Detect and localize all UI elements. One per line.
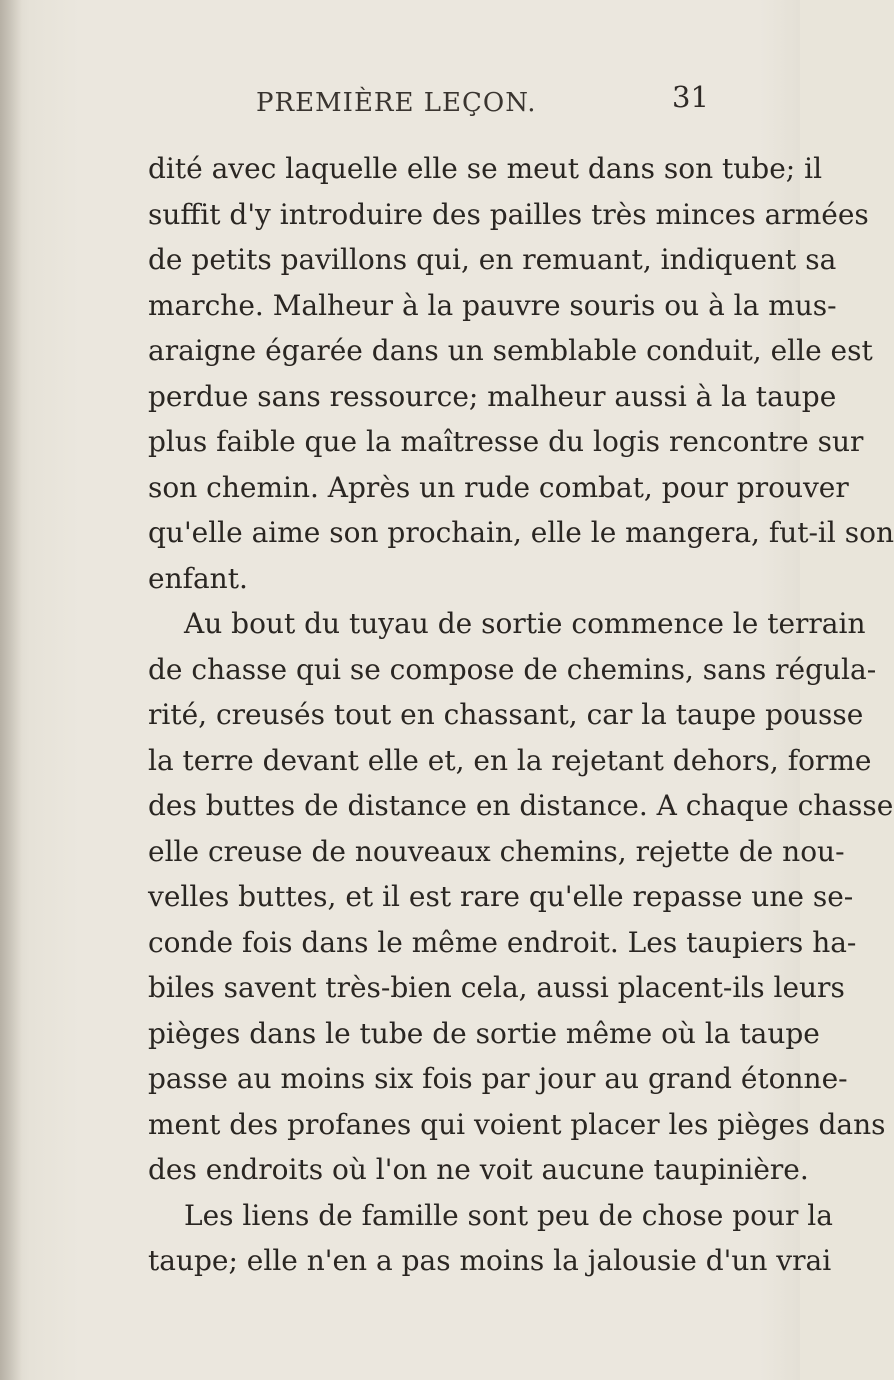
text-line: des endroits où l'on ne voit aucune taupinière. (148, 1153, 809, 1186)
body-text (148, 146, 894, 1284)
text-line: suffit d'y introduire des pailles très minces armées (148, 197, 869, 231)
text-line: rité, creusés tout en chassant, car la taupe pousse (148, 698, 864, 731)
text-line: enfant. (148, 561, 248, 595)
text-line: marche. Malheur à la pauvre souris ou à la mus- (148, 288, 837, 322)
text-line: qu'elle aime son prochain, elle le mangera, fut-il son (148, 516, 894, 549)
text-line: elle creuse de nouveaux chemins, rejette de nou- (148, 834, 845, 868)
text-line: des buttes de distance en distance. A chaque chasse (148, 789, 894, 822)
text-line: pièges dans le tube de sortie même où la taupe (148, 1016, 820, 1050)
running-title: PREMIÈRE LEÇON. (256, 88, 537, 118)
text-line: la terre devant elle et, en la rejetant dehors, forme (148, 743, 872, 777)
text-line: plus faible que la maîtresse du logis rencontre sur (148, 425, 864, 458)
text-line: taupe; elle n'en a pas moins la jalousie d'un vrai (148, 1244, 832, 1277)
text-line: son chemin. Après un rude combat, pour prouver (148, 470, 849, 504)
text-line: biles savent très-bien cela, aussi placent-ils leurs (148, 971, 845, 1004)
text-line: ment des profanes qui voient placer les pièges dans (148, 1107, 886, 1141)
text-line: Les liens de famille sont peu de chose pour la (184, 1198, 833, 1232)
text-line: velles buttes, et il est rare qu'elle repasse une se- (148, 880, 854, 913)
text-line: perdue sans ressource; malheur aussi à la taupe (148, 379, 837, 413)
text-line: dité avec laquelle elle se meut dans son tube; il (148, 152, 823, 185)
text-line: Au bout du tuyau de sortie commence le terrain (184, 607, 866, 640)
text-line: de chasse qui se compose de chemins, sans régula- (148, 652, 877, 686)
text-line: passe au moins six fois par jour au grand étonne- (148, 1062, 848, 1095)
text-line: araigne égarée dans un semblable conduit, elle est (148, 334, 873, 367)
text-line: de petits pavillons qui, en remuant, indiquent sa (148, 243, 837, 276)
spine-shadow (0, 0, 22, 1380)
page-header (0, 80, 800, 138)
page-number: 31 (672, 80, 709, 114)
text-line: conde fois dans le même endroit. Les taupiers ha- (148, 925, 857, 959)
